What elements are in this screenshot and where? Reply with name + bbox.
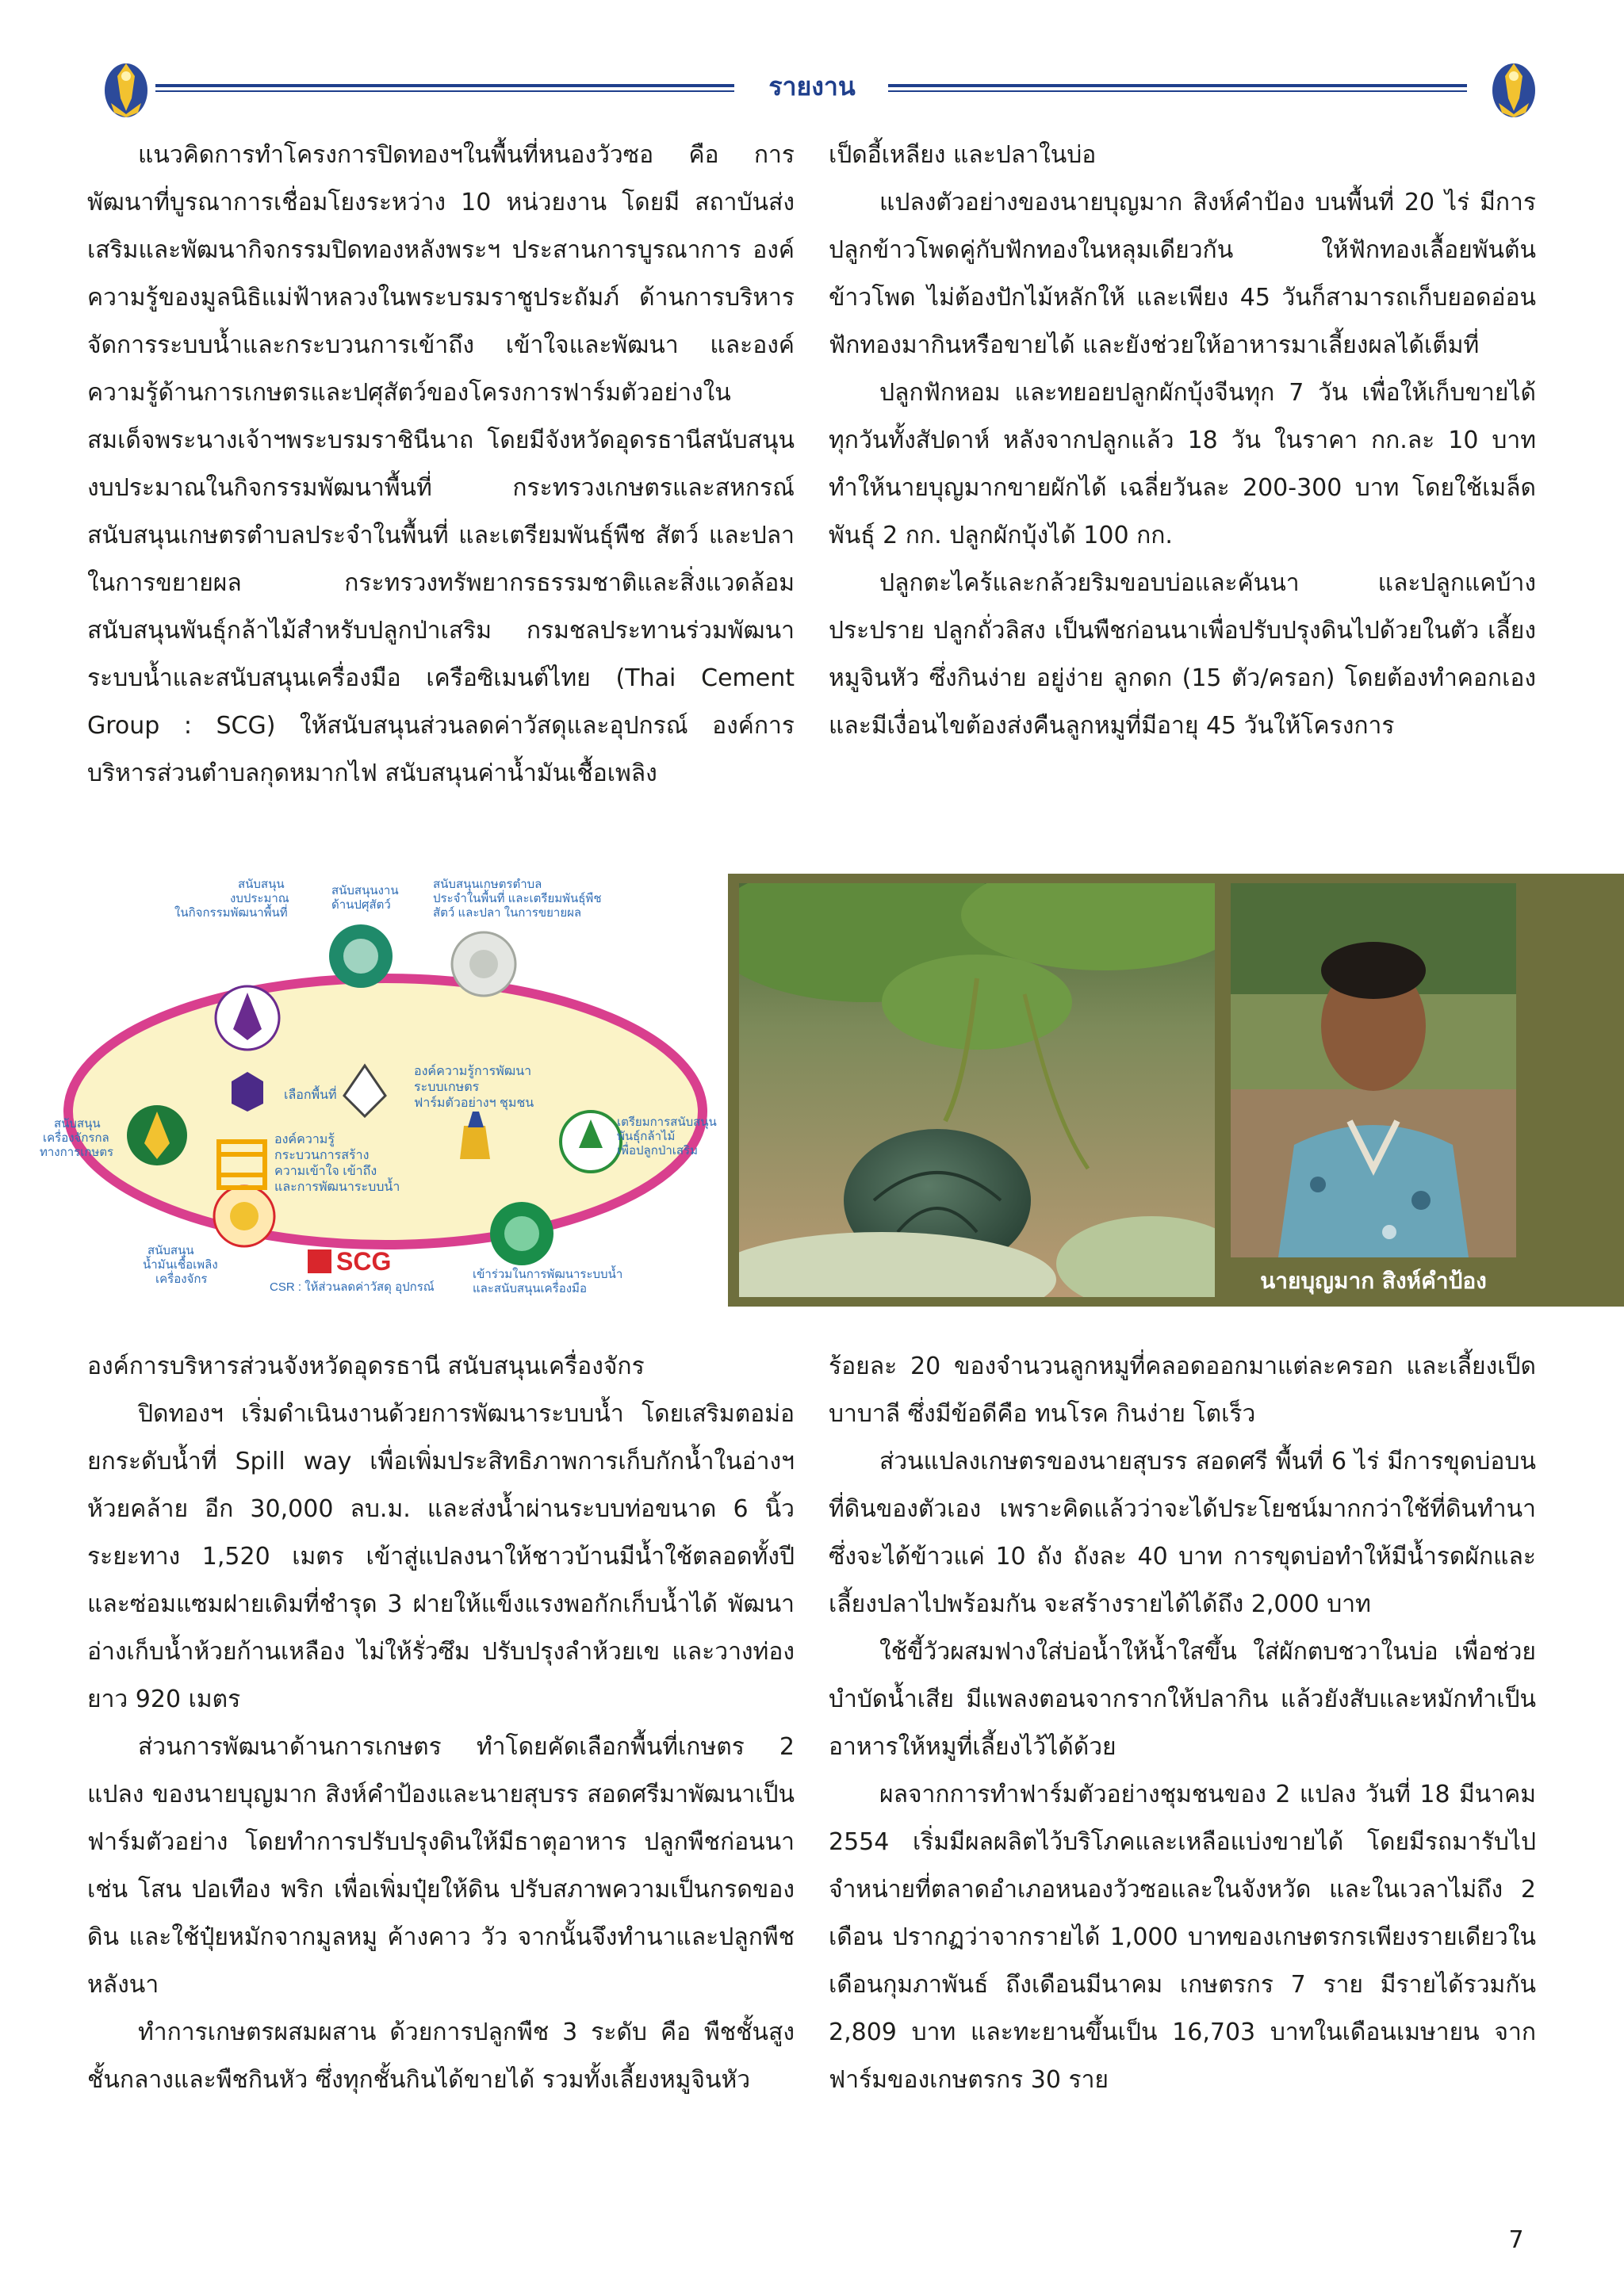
article-column-top-left [87, 132, 795, 798]
paragraph: ร้อยละ 20 ของจำนวนลูกหมูที่คลอดออกมาแต่ละครอก และเลี้ยงเป็ดบาบาลี ซึ่งมีข้อดีคือ ทนโรค กินง่าย โตเร็ว [829, 1353, 1536, 1428]
section-title: รายงาน [768, 71, 856, 101]
paragraph: ส่วนการพัฒนาด้านการเกษตร ทำโดยคัดเลือกพื้นที่เกษตร 2 แปลง ของนายบุญมาก สิงห์คำป้องและนายสุบรร สอดศรีมาพัฒนาเป็นฟาร์มตัวอย่าง โดยทำการปรับปรุงดินให้มีธาตุอาหาร ปลูกพืชก่อนนา เช่น โสน ปอเทือง พริก เพื่อเพิ่มปุ๋ยให้ดิน ปรับสภาพความเป็นกรดของดิน และใช้ปุ๋ยหมักจากมูลหมู ค้างคาว วัว จากนั้นจึงทำนาและปลูกพืชหลังนา [87, 1733, 795, 1999]
paragraph: ปลูกฟักหอม และทยอยปลูกผักบุ้งจีนทุก 7 วัน เพื่อให้เก็บขายได้ทุกวันทั้งสัปดาห์ หลังจากปลูกแล้ว 18 วัน ในราคา กก.ละ 10 บาท ทำให้นายบุญมากขายผักได้ เฉลี่ยวันละ 200-300 บาท โดยใช้เมล็ดพันธุ์ 2 กก. ปลูกผักบุ้งได้ 100 กก. [829, 379, 1536, 549]
label-forest: เตรียมการสนับสนุนพันธุ์กล้าไม้เพื่อปลูกป่าเสริม [617, 1115, 717, 1158]
header-rule-left [155, 84, 734, 87]
header-rule-right-thin [888, 90, 1467, 92]
pumpkin-field-photo [739, 883, 1215, 1297]
label-farm-knowledge: องค์ความรู้การพัฒนาระบบเกษตรฟาร์มตัวอย่างฯ ชุมชน [414, 1065, 534, 1110]
label-machinery: สนับสนุนเครื่องจักรกลทางการเกษตร [40, 1117, 114, 1159]
article-column-bottom-right [829, 1343, 1536, 2104]
paragraph: ส่วนแปลงเกษตรของนายสุบรร สอดศรี พื้นที่ 6 ไร่ มีการขุดบ่อบนที่ดินของตัวเอง เพราะคิดแล้วว่าจะได้ประโยชน์มากกว่าใช้ที่ดินทำนา ซึ่งจะได้ข้าวแค่ 10 ถัง ถังละ 40 บาท การขุดบ่อทำให้มีน้ำรดผักและเลี้ยงปลาไปพร้อมกัน จะสร้างรายได้ได้ถึง 2,000 บาท [829, 1448, 1536, 1618]
label-livestock: สนับสนุนงานด้านปศุสัตว์ [331, 884, 399, 912]
page-number: 7 [1508, 2226, 1524, 2254]
garuda-emblem-left-icon [102, 59, 151, 119]
portrait-caption: นายบุญมาก สิงห์คำป้อง [1260, 1268, 1487, 1294]
paragraph: ทำการเกษตรผสมผสาน ด้วยการปลูกพืช 3 ระดับ คือ พืชชั้นสูง ชั้นกลางและพืชกินหัว ซึ่งทุกชั้นกินได้ขายได้ รวมทั้งเลี้ยงหมูจินหัว [87, 2019, 795, 2094]
label-agri-officer: สนับสนุนเกษตรตำบลประจำในพื้นที่ และเตรียมพันธุ์พืชสัตว์ และปลา ในการขยายผล [433, 878, 602, 920]
paragraph: เป็ดอี้เหลียง และปลาในบ่อ [829, 141, 1097, 169]
label-select-area: เลือกพื้นที่ [284, 1089, 337, 1102]
paragraph: แปลงตัวอย่างของนายบุญมาก สิงห์คำป้อง บนพื้นที่ 20 ไร่ มีการปลูกข้าวโพดคู่กับฟักทองในหลุมเดียวกัน ให้ฟักทองเลื้อยพันต้นข้าวโพด ไม่ต้องปักไม้หลักให้ และเพียง 45 วันก็สามารถเก็บยอดอ่อนฟักทองมากินหรือขายได้ และยังช่วยให้อาหารมาเลี้ยงผลได้เต็มที่ [829, 189, 1536, 359]
garuda-emblem-right-icon [1489, 59, 1538, 119]
article-column-top-right [829, 132, 1536, 750]
header-rule-left-thin [155, 90, 734, 92]
portrait-photo [1231, 883, 1516, 1257]
label-csr: CSR : ให้ส่วนลดค่าวัสดุ อุปกรณ์ [270, 1280, 435, 1294]
paragraph: ใช้ขี้วัวผสมฟางใส่บ่อน้ำให้น้ำใสขึ้น ใส่ผักตบชวาในบ่อ เพื่อช่วยบำบัดน้ำเสีย มีแพลงตอนจากรากให้ปลากิน แล้วยังสับและหมักทำเป็นอาหารให้หมูที่เลี้ยงไว้ได้ด้วย [829, 1638, 1536, 1761]
paragraph: ปิดทองฯ เริ่มดำเนินงานด้วยการพัฒนาระบบน้ำ โดยเสริมตอม่อ ยกระดับน้ำที่ Spill way เพื่อเพิ่มประสิทธิภาพการเก็บกักน้ำในอ่างฯ ห้วยคล้าย อีก 30,000 ลบ.ม. และส่งน้ำผ่านระบบท่อขนาด 6 นิ้ว ระยะทาง 1,520 เมตร เข้าสู่แปลงนาให้ชาวบ้านมีน้ำใช้ตลอดทั้งปี และซ่อมแซมฝายเดิมที่ชำรุด 3 ฝายให้แข็งแรงพอกักเก็บน้ำได้ พัฒนาอ่างเก็บน้ำห้วยก้านเหลือง ไม่ให้รั่วซึม ปรับปรุงลำห้วยเข และวางท่อง ยาว 920 เมตร [87, 1400, 795, 1713]
partnership-diagram [0, 874, 728, 1307]
article-column-bottom-left [87, 1343, 795, 2104]
label-fuel: สนับสนุนน้ำมันเชื้อเพลิงเครื่องจักร [143, 1244, 218, 1286]
label-budget: สนับสนุนงบประมาณในกิจกรรมพัฒนาพื้นที่ [174, 878, 289, 920]
paragraph: องค์การบริหารส่วนจังหวัดอุดรธานี สนับสนุนเครื่องจักร [87, 1353, 645, 1380]
label-process-knowledge: องค์ความรู้กระบวนการสร้างความเข้าใจ เข้าถึงและการพัฒนาระบบน้ำ [274, 1133, 400, 1194]
header-rule-right [888, 84, 1467, 87]
label-water-system: เข้าร่วมในการพัฒนาระบบน้ำและสนับสนุนเครื่องมือ [473, 1268, 623, 1295]
scg-logo: SCG [336, 1247, 392, 1276]
paragraph: ปลูกตะไคร้และกล้วยริมขอบบ่อและคันนา และปลูกแคบ้างประปราย ปลูกถั่วลิสง เป็นพืชก่อนนาเพื่อปรับปรุงดินไปด้วยในตัว เลี้ยงหมูจินหัว ซึ่งกินง่าย อยู่ง่าย ลูกดก (15 ตัว/ครอก) โดยต้องทำคอกเอง และมีเงื่อนไขต้องส่งคืนลูกหมูที่มีอายุ 45 วันให้โครงการ [829, 569, 1536, 740]
paragraph: แนวคิดการทำโครงการปิดทองฯในพื้นที่หนองวัวซอ คือ การพัฒนาที่บูรณาการเชื่อมโยงระหว่าง 10 หน่วยงาน โดยมี สถาบันส่งเสริมและพัฒนากิจกรรมปิดทองหลังพระฯ ประสานการบูรณาการ องค์ความรู้ของมูลนิธิแม่ฟ้าหลวงในพระบรมราชูประถัมภ์ ด้านการบริหารจัดการระบบน้ำและกระบวนการเข้าถึง เข้าใจและพัฒนา และองค์ความรู้ด้านการเกษตรและปศุสัตว์ของโครงการฟาร์มตัวอย่างในสมเด็จพระนางเจ้าฯพระบรมราชินีนาถ โดยมีจังหวัดอุดรธานีสนับสนุนงบประมาณในกิจกรรมพัฒนาพื้นที่ กระทรวงเกษตรและสหกรณ์ สนับสนุนเกษตรตำบลประจำในพื้นที่ และเตรียมพันธุ์พืช สัตว์ และปลาในการขยายผล กระทรวงทรัพยากรธรรมชาติและสิ่งแวดล้อม สนับสนุนพันธุ์กล้าไม้สำหรับปลูกป่าเสริม กรมชลประทานร่วมพัฒนาระบบน้ำและสนับสนุนเครื่องมือ เครือซิเมนต์ไทย (Thai Cement Group : SCG) ให้สนับสนุนส่วนลดค่าวัสดุและอุปกรณ์ องค์การบริหารส่วนตำบลกุดหมากไฟ สนับสนุนค่าน้ำมันเชื้อเพลิง [87, 141, 795, 787]
paragraph: ผลจากการทำฟาร์มตัวอย่างชุมชนของ 2 แปลง วันที่ 18 มีนาคม 2554 เริ่มมีผลผลิตไว้บริโภคและเหลือแบ่งขายได้ โดยมีรถมารับไปจำหน่ายที่ตลาดอำเภอหนองวัวซอและในจังหวัด และในเวลาไม่ถึง 2 เดือน ปรากฏว่าจากรายได้ 1,000 บาทของเกษตรกรเพียงรายเดียวในเดือนกุมภาพันธ์ ถึงเดือนมีนาคม เกษตรกร 7 ราย มีรายได้รวมกัน 2,809 บาท และทะยานขึ้นเป็น 16,703 บาทในเดือนเมษายน จากฟาร์มของเกษตรกร 30 ราย [829, 1781, 1536, 2094]
